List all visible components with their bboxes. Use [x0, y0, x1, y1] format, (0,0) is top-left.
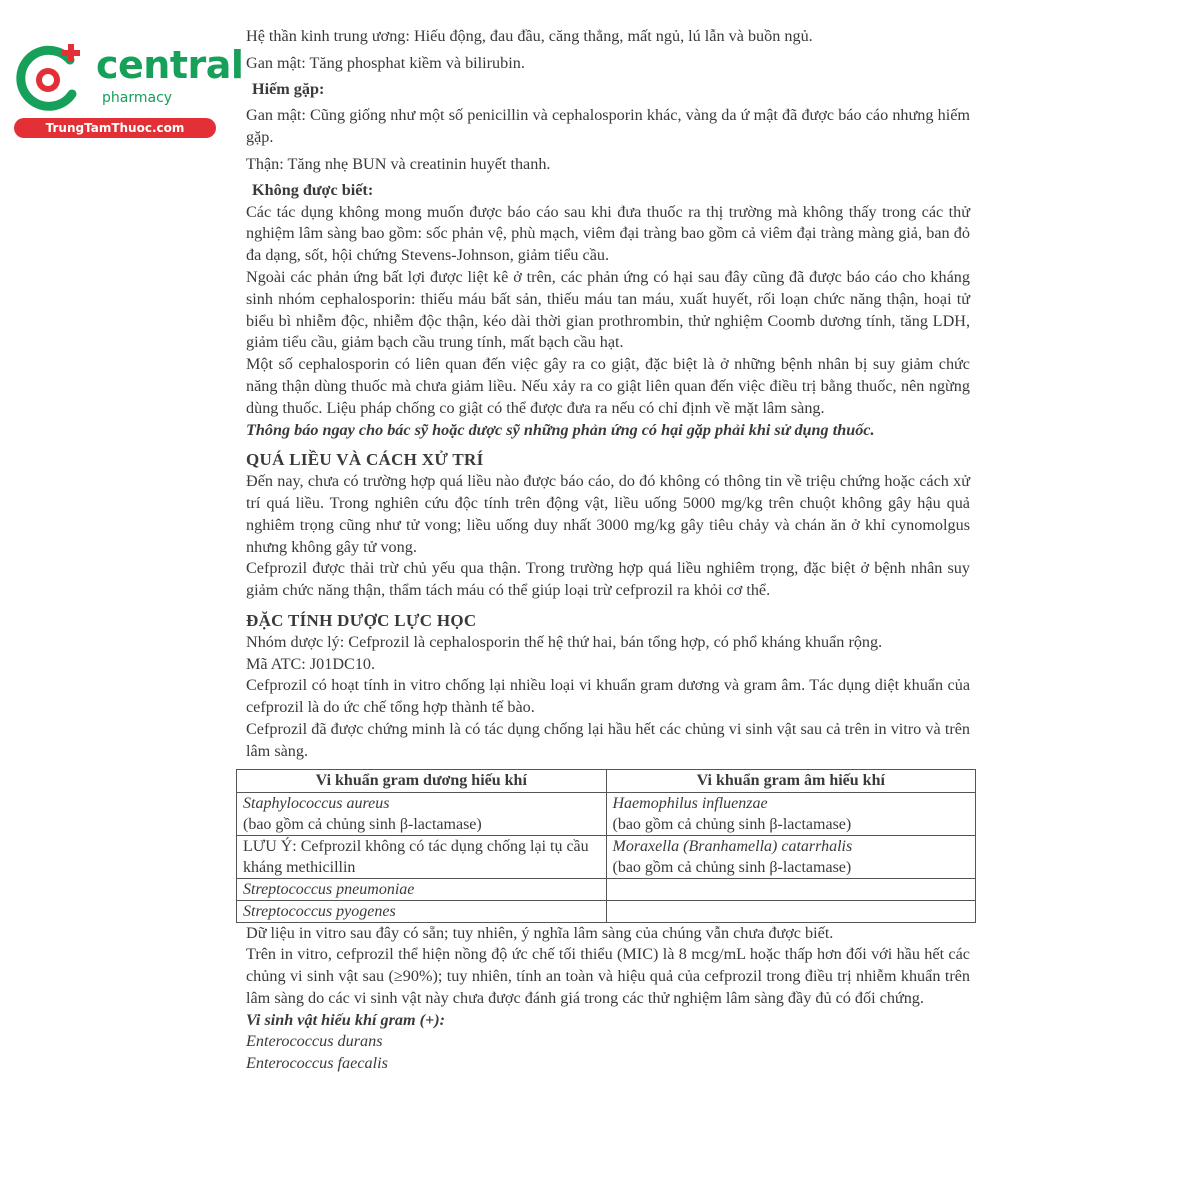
report-notice: Thông báo ngay cho bác sỹ hoặc dược sỹ những phản ứng có hại gặp phải khi sử dụng thuốc. — [246, 420, 875, 439]
organism-item: Enterococcus faecalis — [246, 1054, 388, 1073]
gram-positive-header: Vi khuẩn gram dương hiếu khí — [237, 769, 607, 792]
site-badge: TrungTamThuoc.com — [14, 118, 216, 138]
organism-note: LƯU Ý: Cefprozil không có tác dụng chống lại tụ cầu kháng methicillin — [243, 837, 589, 876]
organism-name: Haemophilus influenzae — [612, 794, 768, 812]
table-cell — [606, 792, 976, 835]
table-row — [237, 792, 976, 835]
cns-effects: Hệ thần kinh trung ương: Hiếu động, đau đầu, căng thẳng, mất ngủ, lú lẫn và buồn ngủ. — [246, 27, 813, 45]
brand-name: central — [96, 43, 244, 87]
invitro-paragraph-1: Dữ liệu in vitro sau đây có sẵn; tuy nhiên, ý nghĩa lâm sàng của chúng vẫn chưa được biết. — [246, 923, 834, 942]
organism-group-heading: Vi sinh vật hiếu khí gram (+): — [246, 1010, 446, 1029]
table-cell — [606, 900, 976, 922]
unknown-paragraph-3: Một số cephalosporin có liên quan đến việc gây ra co giật, đặc biệt là ở những bệnh nhân bị suy giảm chức năng thận dùng thuốc mà chưa giảm liều. Nếu xảy ra co giật liên quan đến việc điều trị bằng thuốc, nên ngừng dùng thuốc. Liệu pháp chống co giật có thể được đưa ra nếu có chỉ định về mặt lâm sàng. — [246, 355, 970, 417]
organism-name: Streptococcus pyogenes — [243, 902, 396, 920]
atc-code: Mã ATC: J01DC10. — [246, 654, 376, 673]
table-row — [237, 835, 976, 878]
organism-item: Enterococcus durans — [246, 1032, 383, 1051]
brand-subtitle: pharmacy — [102, 90, 173, 106]
unknown-paragraph-2: Ngoài các phản ứng bất lợi được liệt kê ở trên, các phản ứng có hại sau đây cũng đã được báo cáo cho kháng sinh nhóm cephalosporin: thiếu máu bất sản, thiếu máu tan máu, xuất huyết, rối loạn chức năng thận, hoại tử biểu bì nhiễm độc, nhiễm độc thận, kéo dài thời gian prothrombin, thử nghiệm Coomb dương tính, tăng LDH, giảm tiểu cầu, giảm bạch cầu trung tính, mất bạch cầu hạt. — [246, 267, 970, 352]
pharmacodynamics-heading: ĐẶC TÍNH DƯỢC LỰC HỌC — [246, 610, 477, 630]
unknown-heading: Không được biết: — [252, 180, 374, 199]
rare-heading: Hiếm gặp: — [252, 79, 325, 98]
organism-name: Moraxella (Branhamella) catarrhalis — [612, 837, 853, 855]
rare-liver: Gan mật: Cũng giống như một số penicillin và cephalosporin khác, vàng da ứ mật đã được báo cáo nhưng hiếm gặp. — [246, 106, 970, 147]
pharmacodynamics-paragraph-2: Cefprozil đã được chứng minh là có tác dụng chống lại hầu hết các chủng vi sinh vật sau cả trên in vitro và trên lâm sàng. — [246, 719, 970, 760]
table-cell — [606, 878, 976, 900]
table-cell — [237, 900, 607, 922]
table-row — [237, 900, 976, 922]
table-cell — [237, 792, 607, 835]
organism-note: (bao gồm cả chủng sinh β-lactamase) — [612, 815, 852, 833]
pharmacy-logo-icon — [10, 38, 92, 120]
brand-logo[interactable] — [10, 38, 244, 138]
organism-note: (bao gồm cả chủng sinh β-lactamase) — [612, 858, 852, 876]
table-header-row — [237, 769, 976, 792]
bacteria-table — [236, 769, 976, 923]
overdose-paragraph-2: Cefprozil được thải trừ chủ yếu qua thận. Trong trường hợp quá liều nghiêm trọng, đặc biệt ở bệnh nhân suy giảm chức năng thận, thẩm tách máu có thể giúp loại trừ cefprozil ra khỏi cơ thể. — [246, 559, 970, 600]
organism-name: Staphylococcus aureus — [243, 794, 390, 812]
overdose-paragraph-1: Đến nay, chưa có trường hợp quá liều nào được báo cáo, do đó không có thông tin về triệu chứng hoặc cách xử trí quá liều. Trong nghiên cứu độc tính trên động vật, liều uống 5000 mg/kg trên chuột không gây hậu quả nghiêm trọng cũng như tử vong; liều uống duy nhất 3000 mg/kg gây tiêu chảy và chán ăn ở khỉ cynomolgus nhưng không gây tử vong. — [246, 472, 970, 556]
table-row — [237, 878, 976, 900]
organism-note: (bao gồm cả chủng sinh β-lactamase) — [243, 815, 482, 833]
overdose-heading: QUÁ LIỀU VÀ CÁCH XỬ TRÍ — [246, 450, 484, 470]
gram-negative-header: Vi khuẩn gram âm hiếu khí — [606, 769, 976, 792]
table-cell — [606, 835, 976, 878]
invitro-paragraph-2: Trên in vitro, cefprozil thể hiện nồng độ ức chế tối thiểu (MIC) là 8 mcg/mL hoặc thấp hơn đối với hầu hết các chủng vi sinh vật sau (≥90%); tuy nhiên, tính an toàn và hiệu quả của cefprozil trong điều trị nhiễm khuẩn trên lâm sàng do các vi sinh vật này chưa được đánh giá trong các thử nghiệm lâm sàng đầy đủ có đối chứng. — [246, 945, 970, 1007]
table-cell — [237, 835, 607, 878]
document-body — [243, 26, 970, 1075]
pharmacological-group: Nhóm dược lý: Cefprozil là cephalosporin thế hệ thứ hai, bán tổng hợp, có phổ kháng khuẩn rộng. — [246, 632, 883, 651]
table-cell — [237, 878, 607, 900]
rare-kidney: Thận: Tăng nhẹ BUN và creatinin huyết thanh. — [246, 154, 551, 173]
organism-name: Streptococcus pneumoniae — [243, 880, 415, 898]
unknown-paragraph-1: Các tác dụng không mong muốn được báo cáo sau khi đưa thuốc ra thị trường mà không thấy trong các thử nghiệm lâm sàng bao gồm: sốc phản vệ, phù mạch, viêm đại tràng bao gồm cả viêm đại tràng màng giả, ban đỏ đa dạng, sốt, hội chứng Stevens-Johnson, giảm tiểu cầu. — [246, 202, 970, 265]
pharmacodynamics-paragraph-1: Cefprozil có hoạt tính in vitro chống lại nhiều loại vi khuẩn gram dương và gram âm. Tác dụng diệt khuẩn của cefprozil là do ức chế tổng hợp thành tế bào. — [246, 676, 970, 717]
liver-effects: Gan mật: Tăng phosphat kiềm và bilirubin. — [246, 53, 525, 72]
